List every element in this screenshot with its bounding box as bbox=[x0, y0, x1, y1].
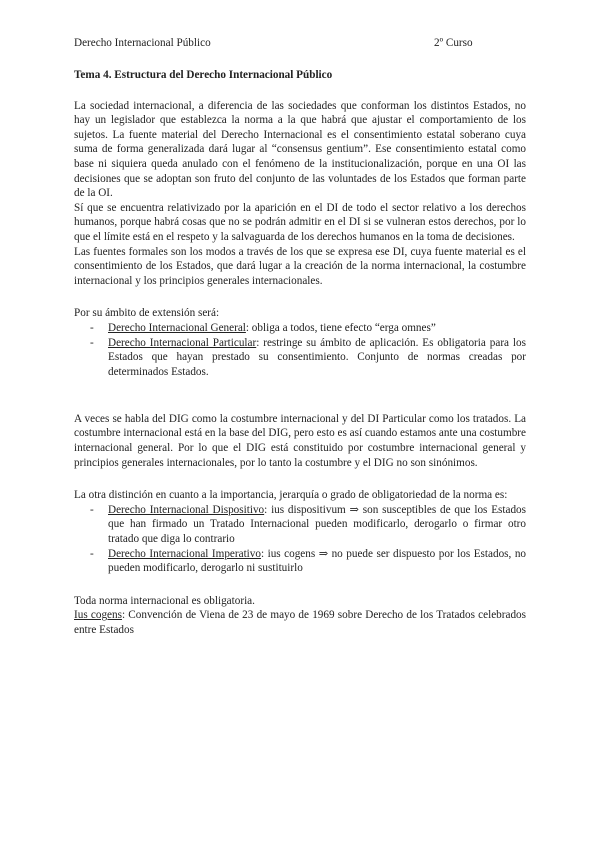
term-dispositivo: Derecho Internacional Dispositivo bbox=[108, 503, 265, 516]
term-di-particular: Derecho Internacional Particular bbox=[108, 336, 257, 349]
importancia-intro: La otra distinción en cuanto a la importancia, jerarquía o grado de obligatoriedad de la norma es: bbox=[74, 489, 508, 502]
term-dig: Derecho Internacional General bbox=[108, 321, 246, 334]
term-dispositivo-definition: : ius dispositivum ⇒ son susceptibles de que los Estados que han firmado un Tratado Internacional pueden modificarlo, derogarlo o firmar otro tratado que diga lo contrario bbox=[108, 503, 527, 546]
paragraph-intro-3: Las fuentes formales son los modos a través de los que se expresa ese DI, cuya fuente material es el consentimiento de los Estados, que dará lugar a la creación de la norma internacional, la costumbre internacional y los principios generales internacionales. bbox=[74, 245, 526, 287]
list-item bbox=[74, 321, 526, 336]
term-ius-cogens: Ius cogens bbox=[74, 609, 122, 622]
ius-cogens-line bbox=[74, 608, 526, 637]
document-body bbox=[74, 68, 526, 638]
ambito-list bbox=[74, 321, 526, 379]
header-year: 2º Curso bbox=[434, 37, 473, 49]
paragraph-intro-2: Sí que se encuentra relativizado por la aparición en el DI de todo el sector relativo a los derechos humanos, porque habrá cosas que no se podrán admitir en el DI si se vulneran estos derechos, por lo que el límite está en el respeto y la salvaguarda de los derechos humanos en la toma de decisiones. bbox=[74, 201, 526, 243]
ius-cogens-text: : Convención de Viena de 23 de mayo de 1969 sobre Derecho de los Tratados celebrados entre Estados bbox=[74, 609, 526, 636]
closing-line: Toda norma internacional es obligatoria. bbox=[74, 594, 255, 607]
ambito-intro: Por su ámbito de extensión será: bbox=[74, 307, 220, 320]
header-course-name: Derecho Internacional Público bbox=[74, 37, 211, 49]
list-item bbox=[74, 336, 526, 380]
document-title: Tema 4. Estructura del Derecho Internacional Público bbox=[74, 69, 333, 81]
list-item bbox=[74, 547, 526, 576]
paragraph-intro-1: La sociedad internacional, a diferencia de las sociedades que conforman los distintos Estados, no hay un legislador que establezca la norma a la que habrá que ajustar el comportamiento de los sujetos. La fuente material del Derecho Internacional es el consentimiento estatal soberano cuya suma de forma generalizada dará lugar al “consensus gentium”. Ese consentimiento estatal como base ni siquiera queda anulado con el fenómeno de la institucionalización, porque en una OI las decisiones que se adoptan son fruto del conjunto de las voluntades de los Estados que forman parte de la OI. bbox=[74, 99, 526, 200]
list-item bbox=[74, 503, 526, 547]
term-dig-definition: : obliga a todos, tiene efecto “erga omnes” bbox=[245, 321, 436, 334]
term-imperativo-definition: : ius cogens ⇒ no puede ser dispuesto por los Estados, no pueden modificarlo, derogarlo ni sustituirlo bbox=[108, 547, 527, 575]
paragraph-dig: A veces se habla del DIG como la costumbre internacional y del DI Particular como los tratados. La costumbre internacional está en la base del DIG, pero esto es así cuando estamos ante una costumbre internacional general. Por lo que el DIG está constituido por costumbre internacional general y principios generales internacionales, por lo tanto la costumbre y el DIG no son sinónimos. bbox=[74, 412, 526, 469]
term-imperativo: Derecho Internacional Imperativo bbox=[108, 547, 261, 560]
term-di-particular-definition: : restringe su ámbito de aplicación. Es obligatoria para los Estados que hayan prestado su consentimiento. Conjunto de normas creadas por determinados Estados. bbox=[108, 336, 526, 378]
importancia-list bbox=[74, 503, 526, 576]
